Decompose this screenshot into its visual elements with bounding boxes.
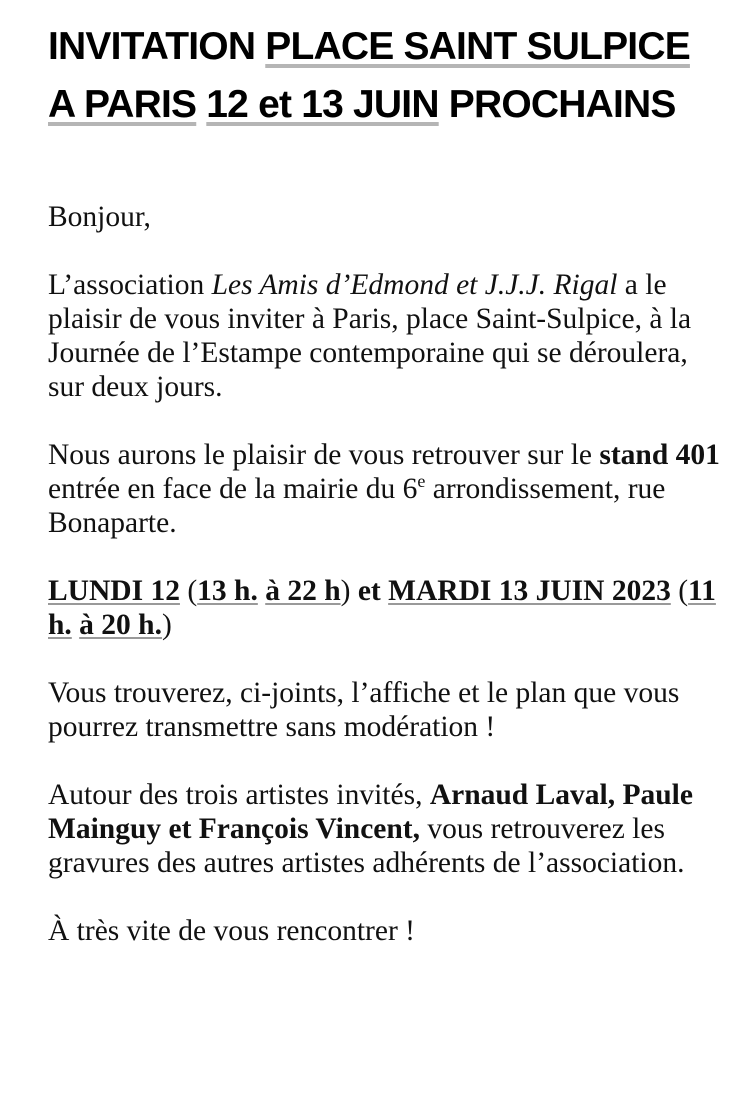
stand-street: arrondissement, rue Bonaparte. bbox=[48, 473, 666, 539]
closing-line: À très vite de vous rencontrer ! bbox=[48, 915, 415, 947]
ordinal-suffix: e bbox=[417, 471, 426, 492]
date-link-day1[interactable]: LUNDI 12 bbox=[48, 575, 180, 607]
association-name: Les Amis d’Edmond et J.J.J. Rigal bbox=[211, 269, 618, 301]
stand-intro: Nous aurons le plaisir de vous retrouver sur le bbox=[48, 439, 600, 471]
paragraph-stand bbox=[48, 438, 720, 540]
paren-close-2: ) bbox=[161, 609, 172, 641]
paragraph-dates bbox=[48, 574, 720, 642]
time-link-day1-start[interactable]: 13 h. bbox=[197, 575, 258, 607]
paragraph-artists bbox=[48, 778, 720, 880]
artists-intro: Autour des trois artistes invités, bbox=[48, 779, 430, 811]
page-title bbox=[48, 18, 720, 134]
title-prefix: INVITATION bbox=[48, 25, 266, 68]
title-link-dates[interactable]: 12 et 13 JUIN bbox=[206, 83, 439, 126]
time-link-day2-start[interactable]: 11 h. bbox=[48, 575, 716, 641]
association-intro: L’association bbox=[48, 269, 212, 301]
title-space bbox=[196, 83, 206, 126]
association-text: a le plaisir de vous inviter à Paris, place Saint-Sulpice, à la Journée de l’Estampe contemporaine qui se déroulera, sur deux jours. bbox=[48, 269, 692, 403]
stand-number: stand 401 bbox=[599, 439, 720, 471]
paragraph-attachments: Vous trouverez, ci-joints, l’affiche et le plan que vous pourrez transmettre sans modération ! bbox=[48, 677, 680, 743]
artists-text: vous retrouverez les gravures des autres artistes adhérents de l’association. bbox=[48, 813, 685, 879]
date-conjunction: et bbox=[350, 575, 389, 607]
paren-close-1: ) bbox=[340, 575, 351, 607]
invitation-document bbox=[48, 18, 720, 948]
stand-location: entrée en face de la mairie du 6 bbox=[48, 473, 418, 505]
letter-body bbox=[48, 200, 720, 948]
paragraph-association bbox=[48, 268, 720, 404]
time-link-day1-end[interactable]: à 22 h bbox=[265, 575, 341, 607]
paren-open-1: ( bbox=[179, 575, 198, 607]
artists-names: Arnaud Laval, Paule Mainguy et François Vincent, bbox=[48, 779, 693, 845]
title-suffix: PROCHAINS bbox=[438, 83, 676, 126]
greeting: Bonjour, bbox=[48, 201, 151, 233]
time-link-day2-end[interactable]: à 20 h. bbox=[79, 609, 162, 641]
date-link-day2[interactable]: MARDI 13 JUIN 2023 bbox=[388, 575, 671, 607]
title-link-place[interactable]: PLACE SAINT SULPICE A PARIS bbox=[48, 25, 690, 126]
paren-open-2: ( bbox=[670, 575, 689, 607]
